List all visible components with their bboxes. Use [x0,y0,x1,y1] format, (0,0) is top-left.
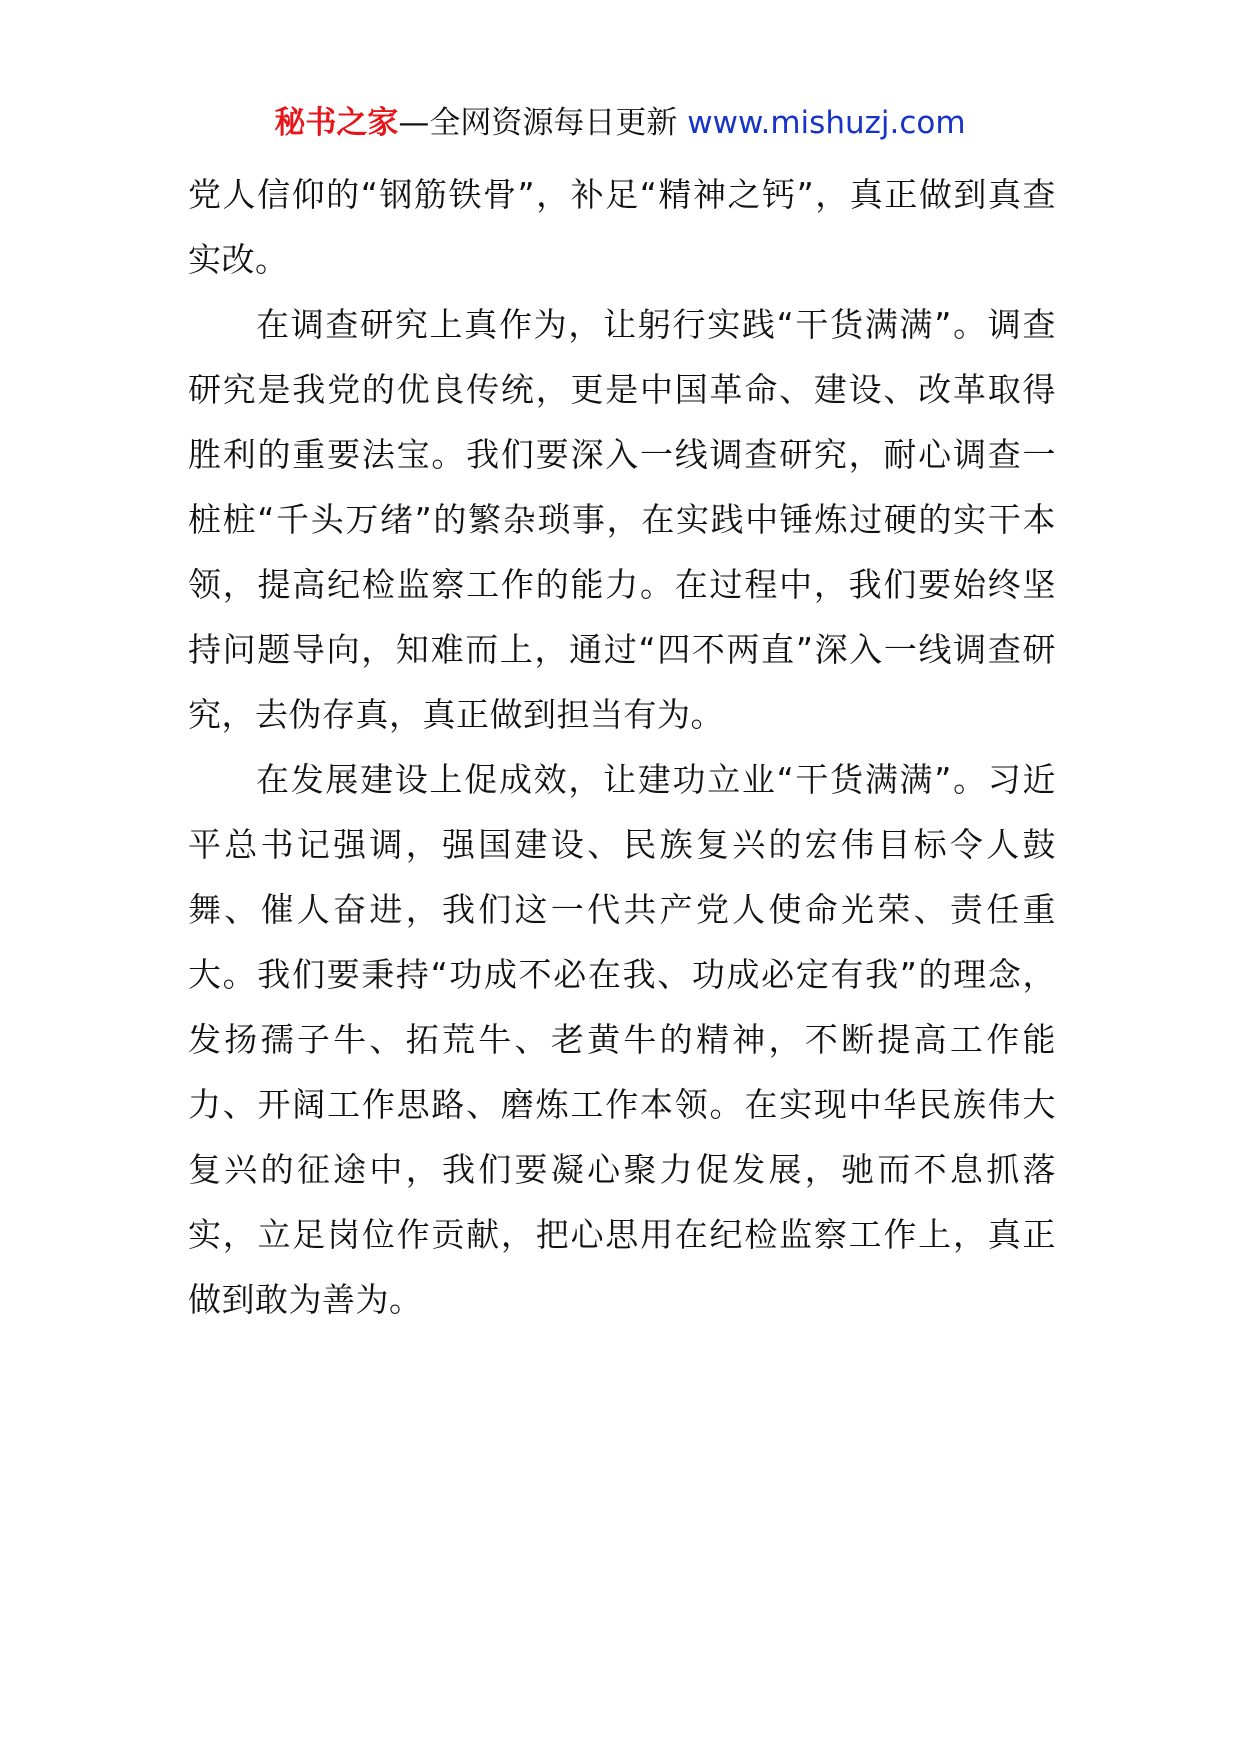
paragraph-development: 在发展建设上促成效，让建功立业“干货满满”。习近平总书记强调，强国建设、民族复兴的宏伟目标令人鼓舞、催人奋进，我们这一代共产党人使命光荣、责任重大。我们要秉持“功成不必在我、功成必定有我”的理念，发扬孺子牛、拓荒牛、老黄牛的精神，不断提高工作能力、开阔工作思路、磨炼工作本领。在实现中华民族伟大复兴的征途中，我们要凝心聚力促发展，驰而不息抓落实，立足岗位作贡献，把心思用在纪检监察工作上，真正做到敢为善为。 [188,760,1056,1319]
page-header [0,98,1240,148]
paragraph-continuation: 党人信仰的“钢筋铁骨”，补足“精神之钙”，真正做到真查实改。 [188,175,1056,279]
brand-name: 秘书之家 [274,105,399,141]
website-link[interactable]: www.mishuzj.com [687,105,966,141]
paragraph-research: 在调查研究上真作为，让躬行实践“干货满满”。调查研究是我党的优良传统，更是中国革命、建设、改革取得胜利的重要法宝。我们要深入一线调查研究，耐心调查一桩桩“千头万绪”的繁杂琐事，在实践中锤炼过硬的实干本领，提高纪检监察工作的能力。在过程中，我们要始终坚持问题导向，知难而上，通过“四不两直”深入一线调查研究，去伪存真，真正做到担当有为。 [188,305,1056,734]
document-body [188,162,1056,1332]
header-tagline: —全网资源每日更新 [398,105,688,141]
